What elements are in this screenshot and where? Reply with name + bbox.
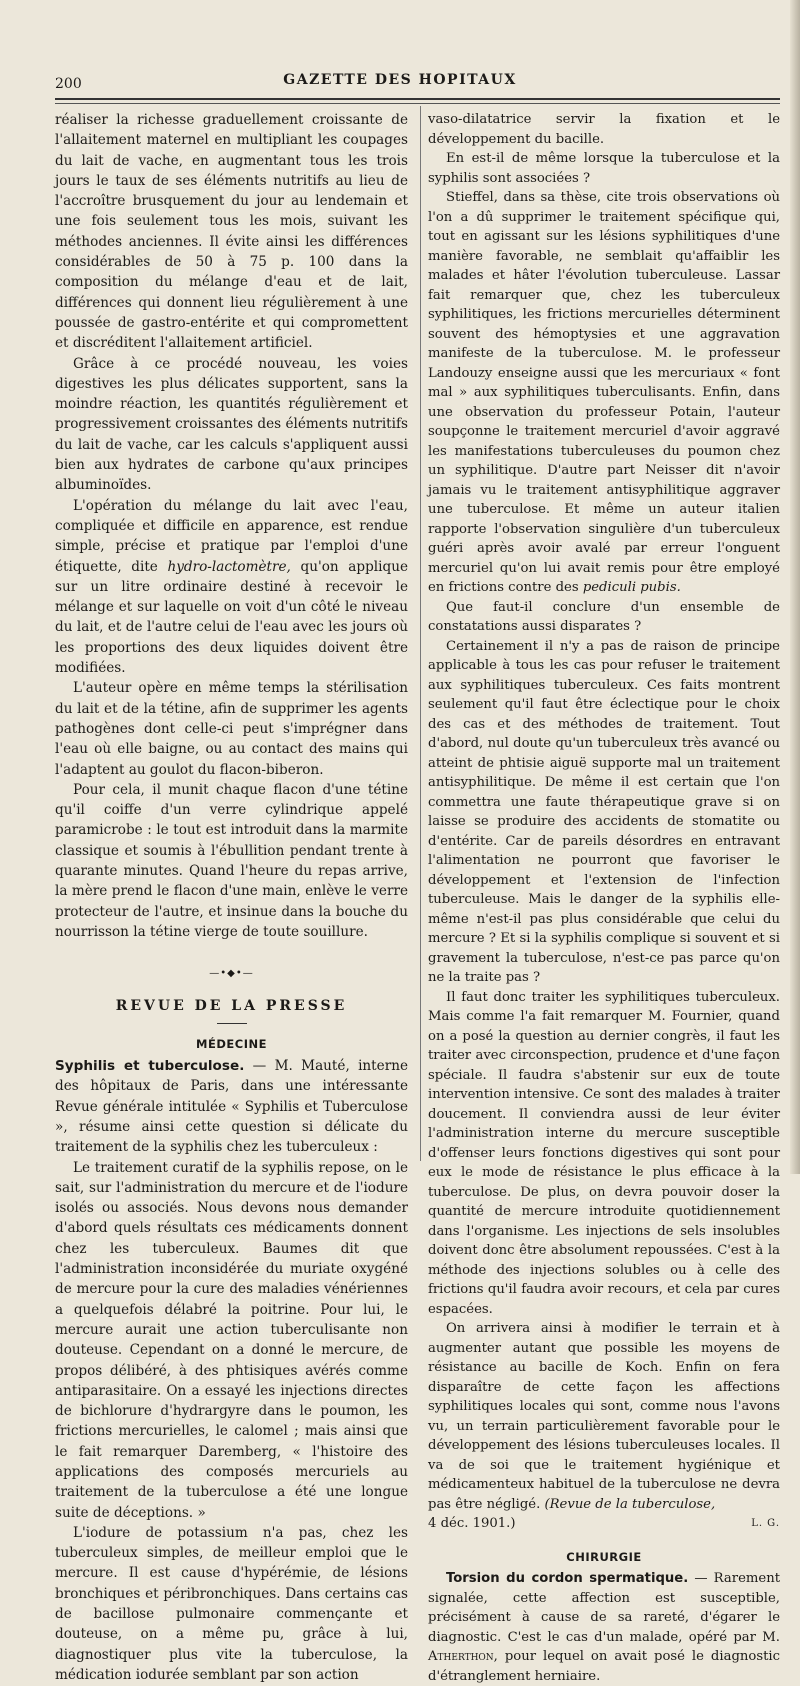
page-number: 200 — [55, 76, 82, 92]
paragraph: Le traitement curatif de la syphilis repose, on le sait, sur l'administration du mercure et de l'iodure isolés ou associés. Nous devons nous demander d'abord quels résultats ces médicaments donnent chez les tuberculeux. Baumes dit que l'administration inconsidérée du muriate oxygéné de mercure pour la cure des maladies vénériennes a quelquefois délabré la poitrine. Pour lui, le mercure aurait une action tuberculisante non douteuse. Cependant on a donné le mercure, de propos délibéré, à des phtisiques avérés comme antiparasitaire. On a essayé les injections directes de bichlorure d'hydrargyre dans le poumon, les frictions mercurielles, le calomel ; mais ainsi que le fait remarquer Daremberg, « l'histoire des applications des composés mercuriels au traitement de la tuberculose a été une longue suite de déceptions. » — [55, 1159, 408, 1521]
paragraph: réaliser la richesse graduellement croissante de l'allaitement maternel en multipliant les coupages du lait de vache, en augmentant tous les trois jours le taux de ses éléments nutritifs au lieu de l'accroître brusquement du jour au lendemain et une fois seulement tous les mois, suivant les méthodes anciennes. Il évite ainsi les différences considérables de 50 à 75 p. 100 dans la composition du mélange d'eau et de lait, différences qui donnent lieu régulièrement à une poussée de gastro-entérite et qui compromettent et discréditent l'allaitement artificiel. — [55, 112, 408, 352]
paragraph — [428, 1319, 780, 1534]
paragraph: L'auteur opère en même temps la stérilisation du lait et de la tétine, afin de supprimer les agents pathogènes dont celle-ci peut s'imprégner dans l'eau où elle baigne, ou au contact des mains qui l'adaptent au goulot du flacon-biberon. — [55, 680, 408, 778]
text-run: Stieffel, dans sa thèse, cite trois observations où l'on a dû supprimer le traitement spécifique qui, tout en agissant sur les lésions syphilitiques d'une manière favorable, ne semblait qu'affaiblir les malades et hâter l'évolution tuberculeuse. Lassar fait remarquer que, chez les tuberculeux syphilitiques, les frictions mercurielles déterminent souvent des hémoptysies et une aggravation manifeste de la tuberculose. M. le professeur Landouzy enseigne aussi que les mercuriaux « font mal » aux syphilitiques tuberculisants. Enfin, dans une observation du professeur Potain, l'auteur soupçonne le traitement mercuriel d'avoir aggravé les manifestations tuberculeuses du poumon chez un syphilitique. D'autre part Neisser dit n'avoir jamais vu le traitement antisyphilitique aggraver une tuberculose. Et même un auteur italien rapporte l'observation singulière d'un tuberculeux guéri après avoir avalé par erreur l'onguent mercuriel qu'on lui avait remis pour être employé en frictions contre des — [428, 190, 780, 595]
author-signature: L. G. — [751, 1518, 780, 1529]
text-run: L'opération du mélange du lait avec l'eau, compliquée et difficile en apparence, est rendue simple, précise et pratique par l'emploi d'une étiquette, dite — [55, 497, 408, 575]
paragraph — [428, 188, 780, 598]
text-run: — Rarement signalée, cette affection est susceptible, précisément à cause de sa rareté, d'égarer le diagnostic. C'est le cas d'un malade, opéré par M. — [428, 1571, 780, 1645]
paragraph: En est-il de même lorsque la tuberculose et la syphilis sont associées ? — [428, 151, 780, 186]
article-title: Syphilis et tuberculose. — [55, 1058, 245, 1075]
right-column — [428, 110, 780, 1686]
paragraph: Il faut donc traiter les syphilitiques tuberculeux. Mais comme l'a fait remarquer M. Fournier, quand on a posé la question au dernier congrès, il faut les traiter avec circonspection, prudence et d'une façon spéciale. Il faudra s'abstenir sur eux de toute intervention intensive. Ce sont des malades à traiter doucement. Il conviendra aussi de leur éviter l'administration interne du mercure susceptible d'offenser leurs fonctions digestives qui sont pour eux le mode de résistance le plus efficace à la tuberculose. De plus, on devra pouvoir doser la quantité de mercure introduite quotidiennement dans l'organisme. Les injections de sels insolubles doivent donc être absolument repoussées. C'est à la méthode des injections solubles ou à celle des frictions qu'il faudra avoir recours, et cela par cures espacées. — [428, 989, 780, 1317]
paragraph: Que faut-il conclure d'un ensemble de constatations aussi disparates ? — [428, 599, 780, 634]
paragraph: Pour cela, il munit chaque flacon d'une tétine qu'il coiffe d'un verre cylindrique appelé paramicrobe : le tout est introduit dans la marmite classique et soumis à l'ébullition pendant trente à quarante minutes. Quand l'heure du repas arrive, la mère prend le flacon d'une main, enlève le verre protecteur de l'autre, et insinue dans la bouche du nourrisson la tétine vierge de toute souillure. — [55, 781, 408, 940]
text-run: , pour lequel on avait posé le diagnostic d'étranglement herniaire. — [428, 1649, 780, 1684]
article-lead — [55, 1056, 408, 1157]
heading-rule — [217, 1023, 247, 1024]
left-column — [55, 110, 408, 1685]
author-name: Atherthon — [428, 1649, 494, 1664]
citation: (Revue de la tuberculose, — [544, 1496, 716, 1512]
paragraph: vaso-dilatatrice servir la fixation et le développement du bacille. — [428, 112, 780, 147]
article-lead — [428, 1569, 780, 1686]
subsection-label: MÉDECINE — [196, 1036, 267, 1051]
ornament-separator: —•◆•— — [209, 968, 254, 980]
citation-date: 4 déc. 1901.) — [428, 1516, 516, 1531]
column-divider — [420, 106, 421, 1161]
paragraph: L'iodure de potassium n'a pas, chez les tuberculeux simples, de meilleur emploi que le mercure. Il est cause d'hypérémie, de lésions bronchiques et péribronchiques. Dans certains cas de bacillose pulmonaire commençante et douteuse, on a même pu, grâce à lui, diagnostiquer plus vite la tuberculose, la médication iodurée semblant par son action — [55, 1524, 408, 1683]
section-heading: REVUE DE LA PRESSE — [115, 998, 348, 1015]
text-run: — M. Mauté, interne des hôpitaux de Paris, dans une intéressante Revue générale intitulée « Syphilis et Tuberculose », résume ainsi cette question si délicate du traitement de la syphilis chez les tuberculeux : — [55, 1058, 408, 1156]
article-title: Torsion du cordon spermatique. — [446, 1571, 689, 1586]
subsection-label: CHIRURGIE — [566, 1549, 642, 1564]
text-run: On arrivera ainsi à modifier le terrain et à augmenter autant que possible les moyens de résistance au bacille de Koch. Enfin on fera disparaître de cette façon les affections syphilitiques locales qui sont, comme nous l'avons vu, un terrain particulièrement favorable pour le développement des lésions tuberculeuses locales. Il va de soi que le traitement hygiénique et médicamenteux habituel de la tuberculose ne devra pas être négligé. — [428, 1321, 780, 1512]
italic-term: pediculi pubis. — [582, 580, 681, 595]
page-edge-shadow — [790, 0, 800, 1174]
header-rule — [55, 98, 780, 100]
journal-title: GAZETTE DES HOPITAUX — [283, 72, 517, 88]
italic-term: hydro-lactomètre, — [167, 558, 291, 575]
text-run: qu'on applique sur un litre ordinaire destiné à recevoir le mélange et sur laquelle on voit d'un côté le niveau du lait, et de l'autre celui de l'eau avec les jours où les proportions des deux liquides doivent être modifiées. — [55, 558, 408, 677]
header-rule-thin — [55, 103, 780, 104]
paragraph — [55, 496, 408, 679]
paragraph: Certainement il n'y a pas de raison de principe applicable à tous les cas pour refuser le traitement aux syphilitiques tuberculeux. Ces faits montrent seulement qu'il faut être éclectique pour le choix des cas et des méthodes de traitement. Tout d'abord, nul doute qu'un tuberculeux très avancé ou atteint de phtisie aiguë supporte mal un traitement antisyphilitique. De même il est certain que l'on commettra une faute thérapeutique grave si on laisse se produire des accidents de stomatite ou d'entérite. Car de pareils désordres en entravant l'alimentation ne pourront que favoriser le développement et l'extension de l'infection tuberculeuse. Mais le danger de la syphilis elle-même n'est-il pas plus considérable que celui du mercure ? Et si la syphilis complique si souvent et si gravement la tuberculose, n'est-ce pas parce qu'on ne la traite pas ? — [428, 638, 780, 985]
paragraph: Grâce à ce procédé nouveau, les voies digestives les plus délicates supportent, sans la moindre réaction, les quantités régulièrement et progressivement croissantes des éléments nutritifs du lait de vache, car les calculs s'appliquent aussi bien aux hydrates de carbone qu'aux principes albuminoïdes. — [55, 355, 408, 494]
page-header — [0, 72, 800, 94]
